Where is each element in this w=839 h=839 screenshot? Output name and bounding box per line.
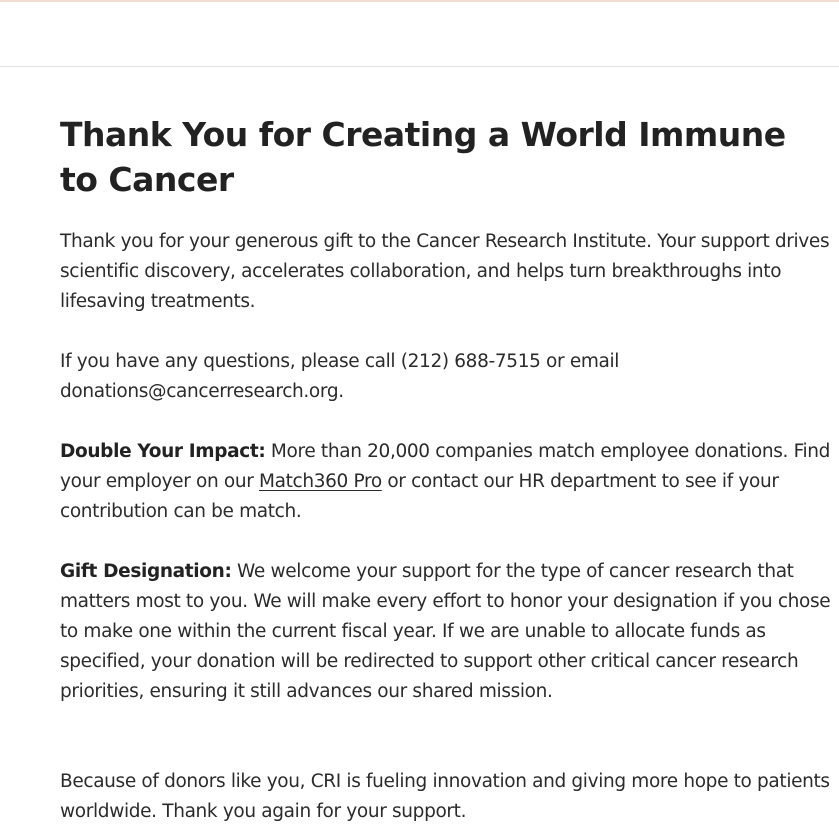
designation-text: We welcome your support for the type of cancer research that matters most to you. We will make every effort to honor your designation if you chose to make one within the current fiscal year. If we are unable to allocate funds as specified, your donation will be redirected to support other critical cancer research priorities, ensuring it still advances our shared mission. bbox=[60, 561, 831, 702]
contact-suffix-text: . bbox=[338, 381, 344, 402]
closing-paragraph: Because of donors like you, CRI is fueling innovation and giving more hope to patients worldwide. Thank you again for your support. bbox=[60, 771, 830, 822]
impact-label: Double Your Impact: bbox=[60, 441, 266, 462]
contact-prefix-text: If you have any questions, please call bbox=[60, 351, 401, 372]
impact-paragraph bbox=[60, 437, 835, 527]
header-bar bbox=[0, 2, 839, 67]
confirmation-content bbox=[60, 112, 835, 822]
designation-label: Gift Designation: bbox=[60, 561, 232, 582]
contact-paragraph bbox=[60, 347, 835, 407]
impact-text-after: or contact our HR department to see if your contribution can be match. bbox=[60, 471, 779, 522]
page-title: Thank You for Creating a World Immune to Cancer bbox=[60, 115, 786, 199]
contact-phone-number: (212) 688-7515 bbox=[400, 351, 541, 372]
contact-email: donations@cancerresearch.org bbox=[60, 381, 339, 402]
contact-middle-text: or email bbox=[540, 351, 620, 372]
designation-paragraph bbox=[60, 557, 835, 707]
impact-text-before: More than 20,000 companies match employee donations. Find your employer on our bbox=[60, 441, 831, 492]
thank-you-paragraph: Thank you for your generous gift to the Cancer Research Institute. Your support drives scientific discovery, accelerates collaboration, and helps turn breakthroughs into lifesaving treatments. bbox=[60, 231, 830, 312]
match360-pro-link[interactable]: Match360 Pro bbox=[259, 471, 382, 492]
